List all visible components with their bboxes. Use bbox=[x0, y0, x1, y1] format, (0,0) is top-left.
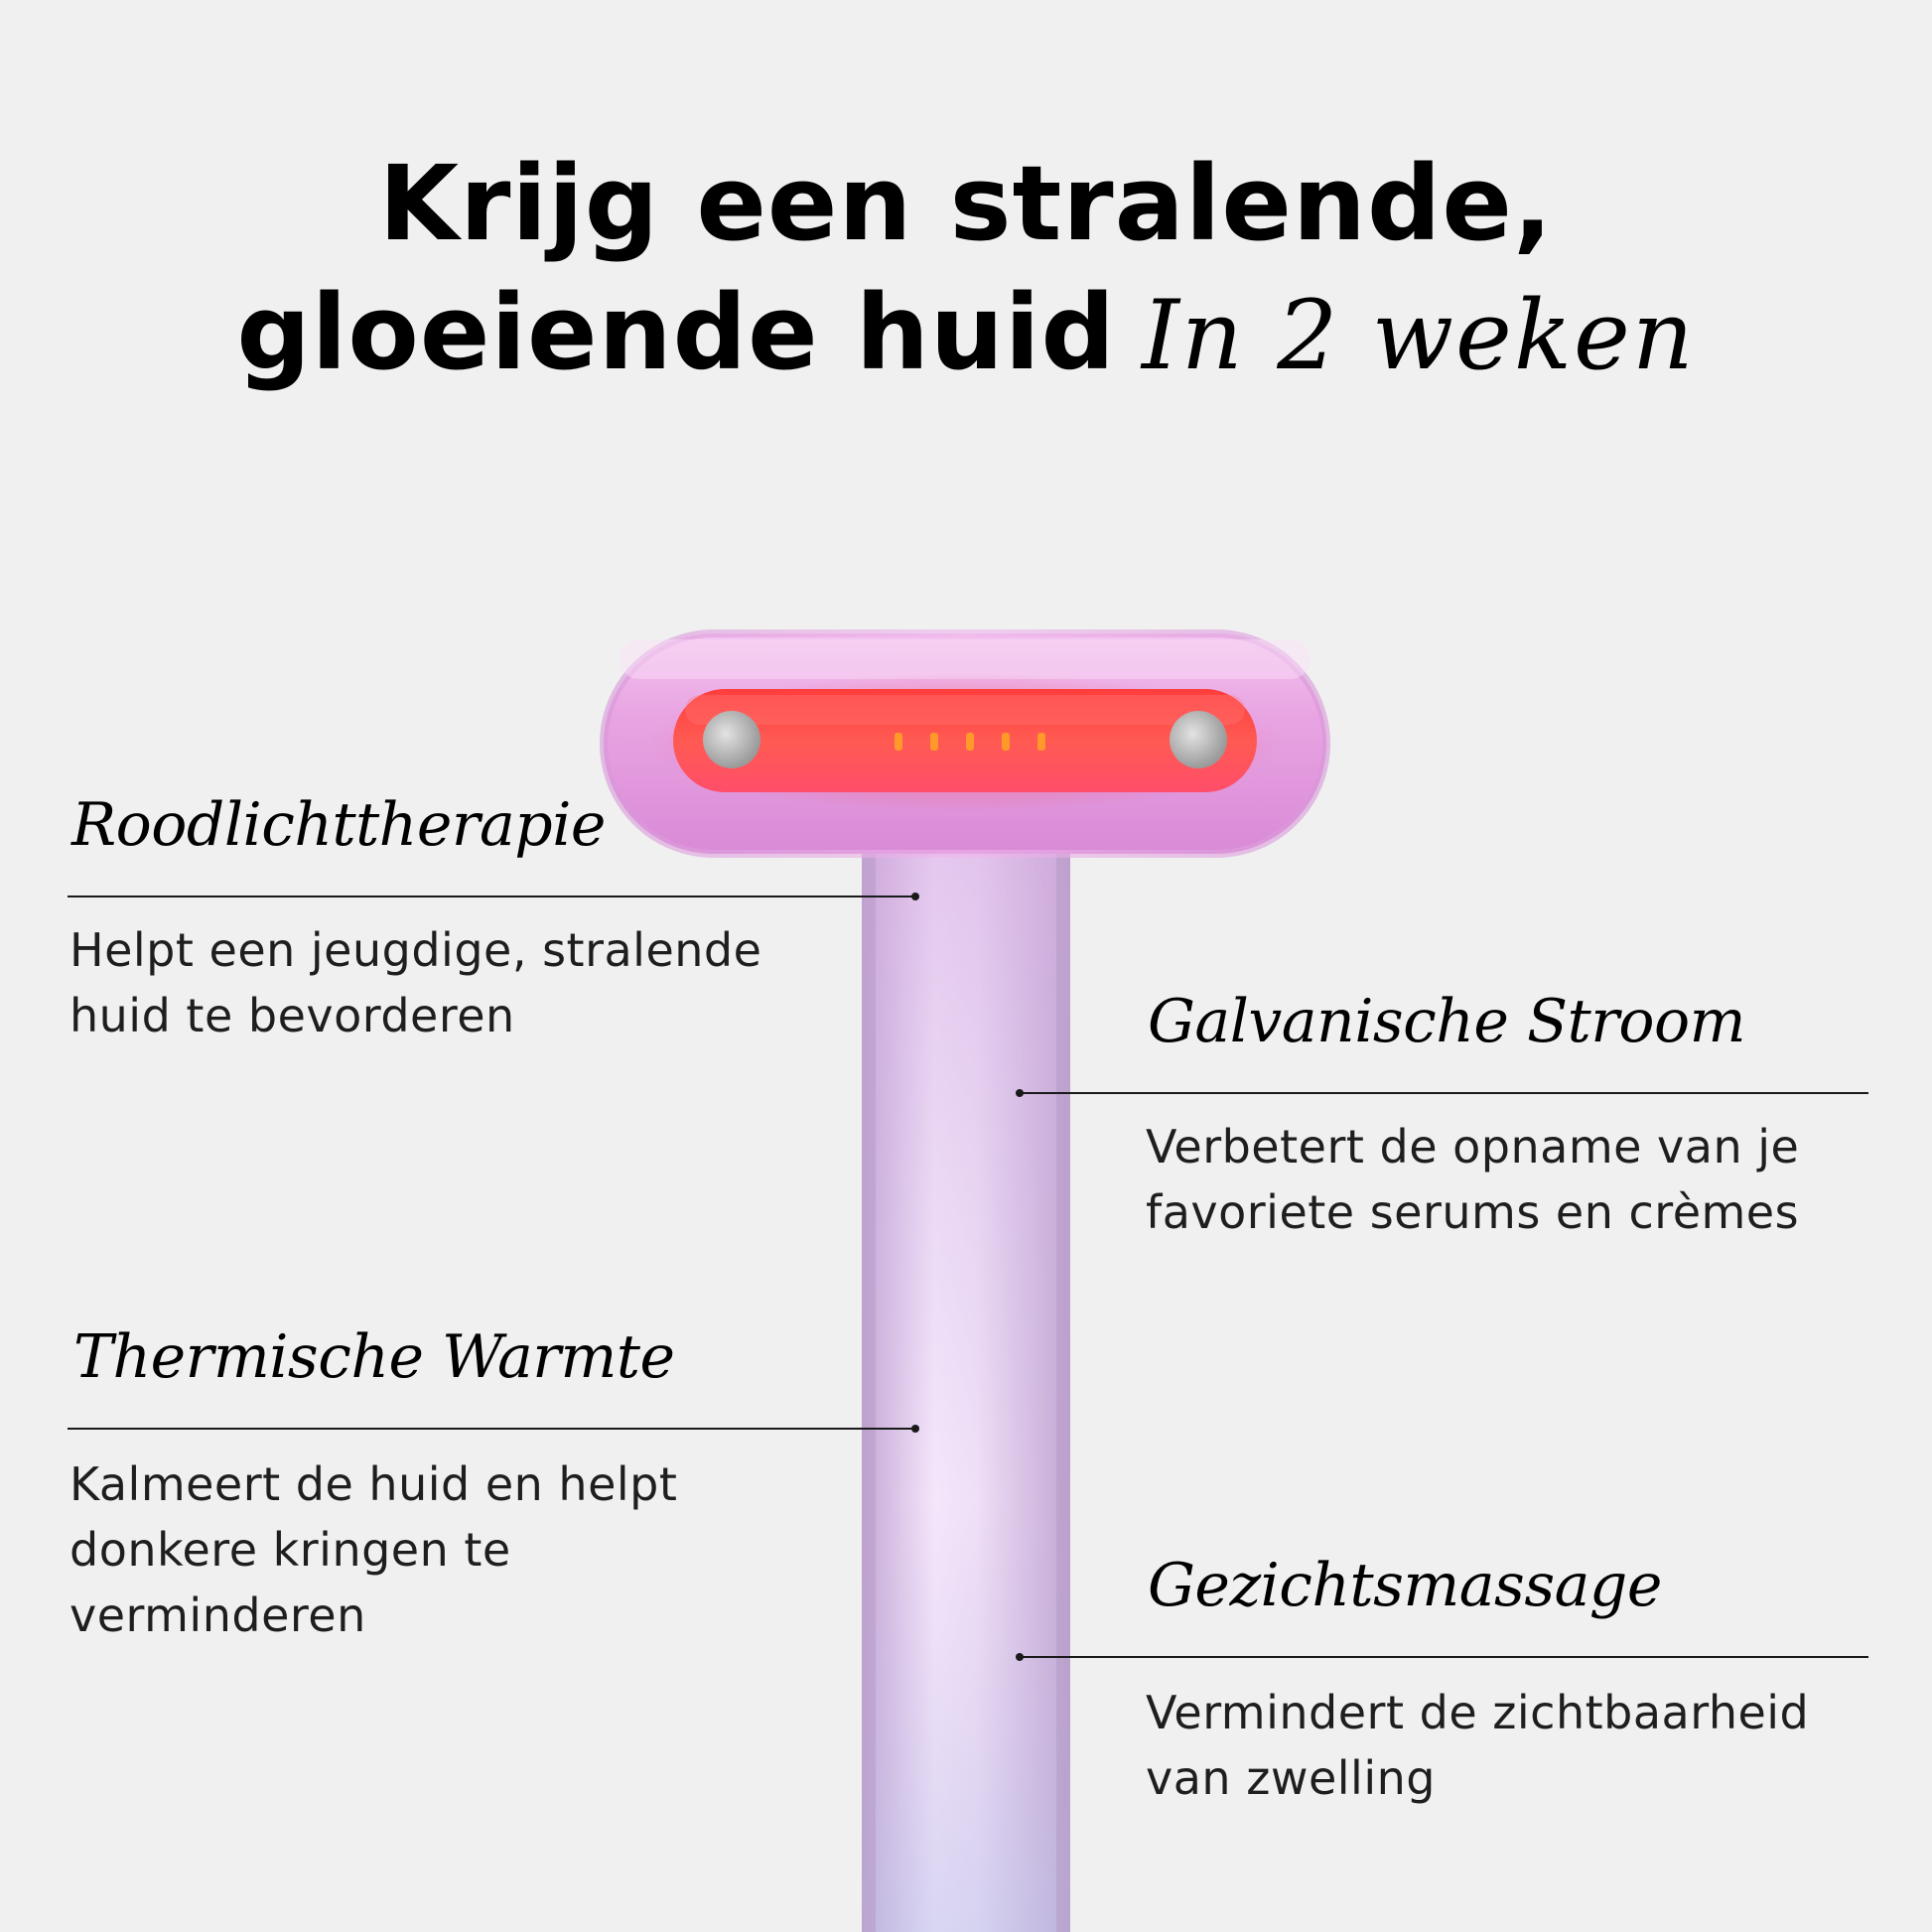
feature-description: Verbetert de opname van je favoriete serums en crèmes bbox=[1146, 1120, 1800, 1239]
feature-title: Galvanische Stroom bbox=[1148, 987, 1746, 1056]
feature-description: Kalmeert de huid en helpt donkere kringen te verminderen bbox=[69, 1457, 678, 1642]
feature-galvanische-stroom bbox=[1146, 987, 1900, 1239]
feature-title: Roodlichttherapie bbox=[71, 790, 606, 860]
feature-roodlichttherapie bbox=[69, 790, 824, 1042]
right-electrode bbox=[1170, 711, 1227, 768]
headline-line-2-text: gloeiende huid bbox=[236, 272, 1116, 393]
headline-line-1: Krijg een stralende, bbox=[378, 143, 1554, 264]
headline-script-text: In 2 weken bbox=[1142, 280, 1696, 391]
left-electrode bbox=[703, 711, 760, 768]
feature-description: Helpt een jeugdige, stralende huid te bevorderen bbox=[69, 923, 762, 1042]
device-handle bbox=[862, 839, 1070, 1932]
feature-title: Gezichtsmassage bbox=[1148, 1551, 1662, 1620]
feature-description: Vermindert de zichtbaarheid van zwelling bbox=[1146, 1686, 1810, 1805]
feature-gezichtsmassage bbox=[1146, 1551, 1900, 1829]
feature-title: Thermische Warmte bbox=[73, 1322, 675, 1392]
feature-thermische-warmte bbox=[69, 1322, 824, 1650]
